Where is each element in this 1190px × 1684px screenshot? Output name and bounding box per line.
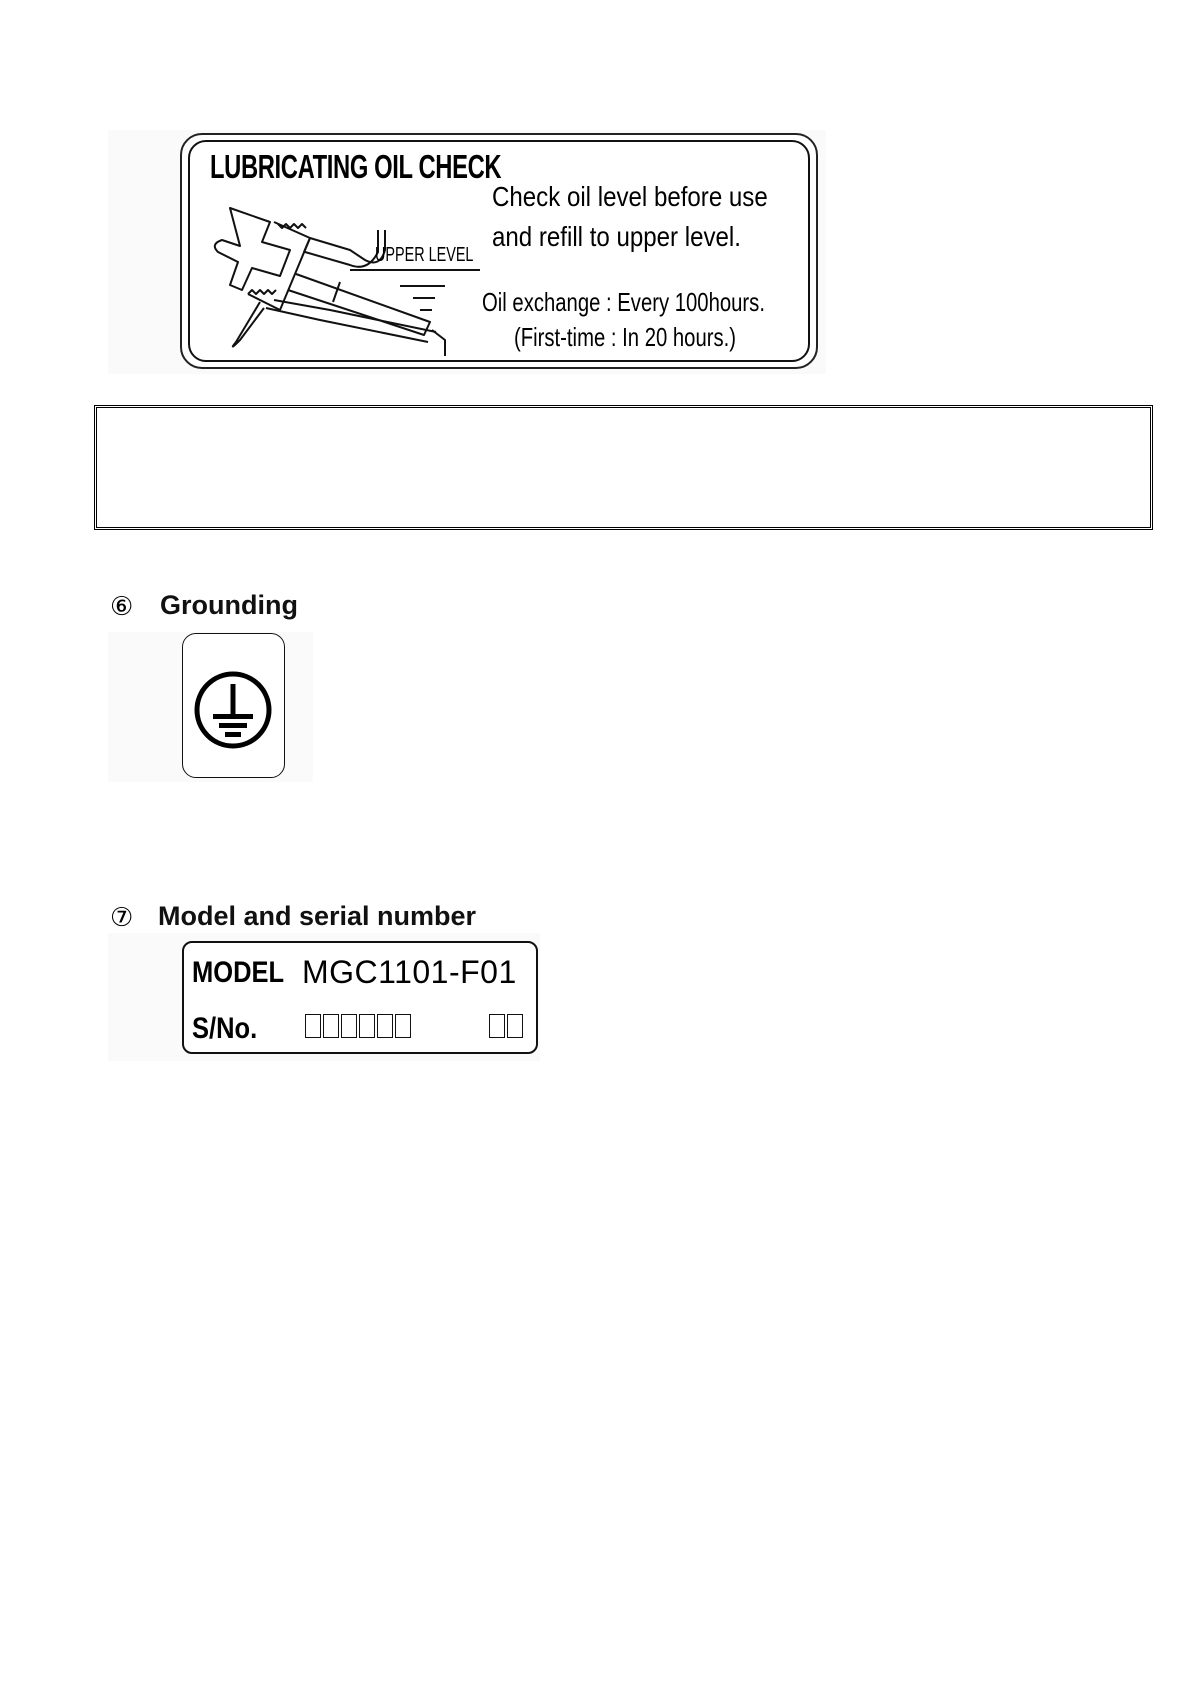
- section-6-number: ⑥: [110, 592, 134, 622]
- serial-number-placeholder-group-1: [305, 1014, 413, 1038]
- serial-digit-placeholder: [377, 1014, 393, 1038]
- serial-digit-placeholder: [489, 1014, 505, 1038]
- label-first-time-interval: (First-time : In 20 hours.): [514, 322, 737, 352]
- label-instruction-line-1: Check oil level before use: [492, 181, 768, 212]
- serial-number-placeholder-group-2: [489, 1014, 525, 1038]
- oil-dipstick-diagram-icon: [200, 190, 480, 360]
- serial-digit-placeholder: [395, 1014, 411, 1038]
- serial-digit-placeholder: [305, 1014, 321, 1038]
- serial-key-label: S/No.: [192, 1012, 258, 1045]
- protective-earth-ground-icon: [183, 634, 283, 776]
- serial-digit-placeholder: [507, 1014, 523, 1038]
- model-key-label: MODEL: [192, 956, 285, 989]
- model-value: MGC1101-F01: [302, 954, 517, 990]
- serial-digit-placeholder: [341, 1014, 357, 1038]
- label-title: LUBRICATING OIL CHECK: [210, 148, 502, 185]
- label-instruction-line-2: and refill to upper level.: [492, 221, 741, 252]
- upper-level-marker-label: UPPER LEVEL: [375, 244, 474, 266]
- empty-note-box: [94, 405, 1153, 530]
- section-7-number: ⑦: [110, 903, 134, 933]
- section-7-title: Model and serial number: [158, 901, 477, 931]
- serial-digit-placeholder: [323, 1014, 339, 1038]
- grounding-label: [182, 633, 285, 778]
- serial-digit-placeholder: [359, 1014, 375, 1038]
- label-oil-exchange-interval: Oil exchange : Every 100hours.: [482, 287, 765, 317]
- section-6-title: Grounding: [160, 590, 298, 620]
